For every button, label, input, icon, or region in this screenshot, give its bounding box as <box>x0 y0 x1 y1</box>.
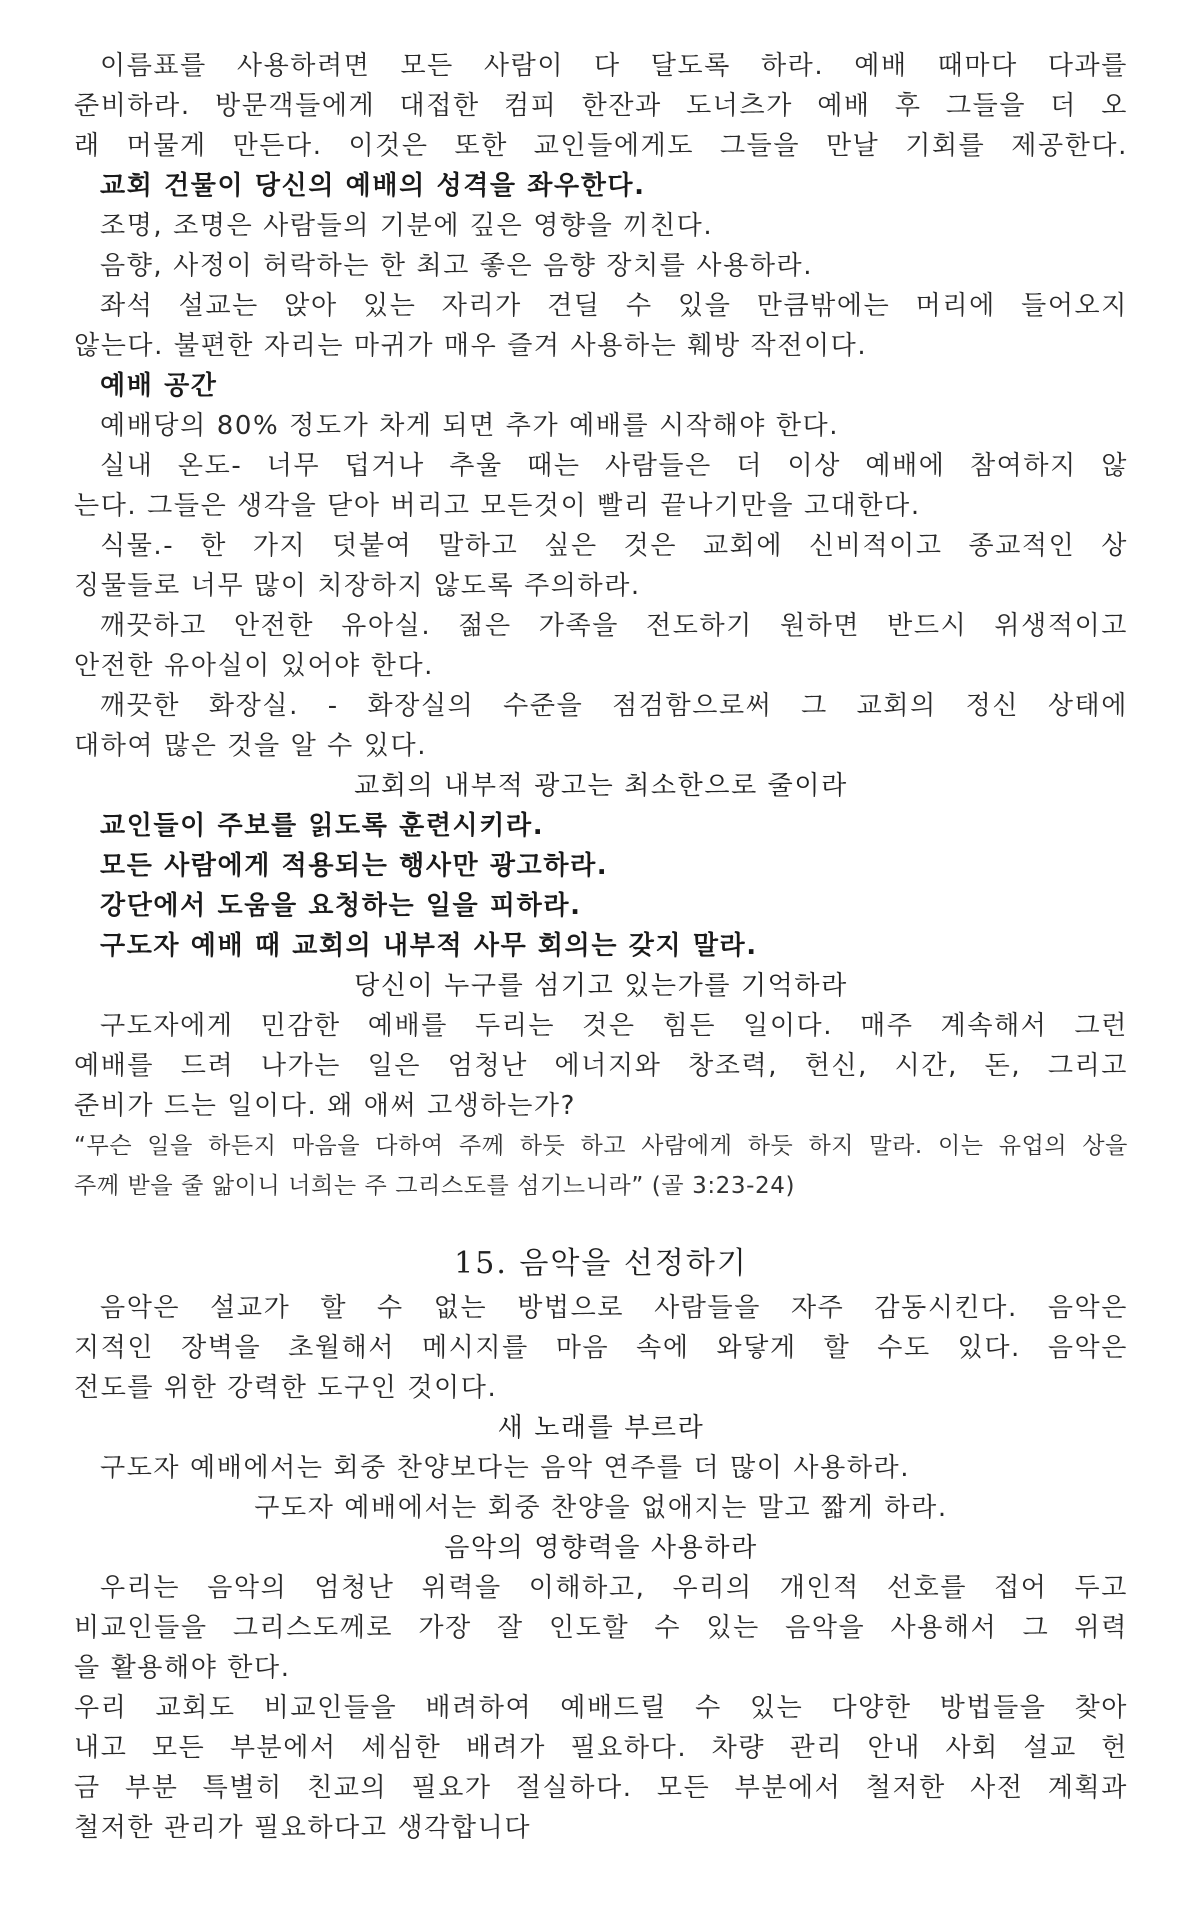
text-line: 식물.- 한 가지 덧붙여 말하고 싶은 것은 교회에 신비적이고 종교적인 상 <box>100 531 1128 561</box>
text-line: 조명, 조명은 사람들의 기분에 깊은 영향을 끼친다. <box>100 211 714 241</box>
text-line: 내고 모든 부분에서 세심한 배려가 필요하다. 차량 관리 안내 사회 설교 헌 <box>74 1733 1128 1763</box>
text-line: 전도를 위한 강력한 도구인 것이다. <box>74 1373 498 1403</box>
text-line: 음악은 설교가 할 수 없는 방법으로 사람들을 자주 감동시킨다. 음악은 <box>100 1293 1128 1323</box>
subheading: 교회의 내부적 광고는 최소한으로 줄이라 <box>354 771 848 801</box>
text-line: 모든 사람에게 적용되는 행사만 광고하라. <box>100 851 609 881</box>
text-line: 지적인 장벽을 초월해서 메시지를 마음 속에 와닿게 할 수도 있다. 음악은 <box>74 1333 1128 1363</box>
subheading: 새 노래를 부르라 <box>497 1413 705 1443</box>
subheading: 음악의 영향력을 사용하라 <box>444 1533 758 1563</box>
text-line: 않는다. 불편한 자리는 마귀가 매우 즐겨 사용하는 훼방 작전이다. <box>74 331 868 361</box>
text-line: 구도자 예배에서는 회중 찬양보다는 음악 연주를 더 많이 사용하라. <box>100 1453 911 1483</box>
text-line: 교인들이 주보를 읽도록 훈련시키라. <box>100 811 545 841</box>
text-line: 예배당의 80% 정도가 차게 되면 추가 예배를 시작해야 한다. <box>100 411 840 441</box>
bible-quote-line: “무슨 일을 하든지 마음을 다하여 주께 하듯 하고 사람에게 하듯 하지 말라. 이는 유업의 상을 <box>74 1133 1128 1159</box>
text-line: 음향, 사정이 허락하는 한 최고 좋은 음향 장치를 사용하라. <box>100 251 814 281</box>
text-line: 준비가 드는 일이다. 왜 애써 고생하는가? <box>74 1091 577 1121</box>
subheading: 당신이 누구를 섬기고 있는가를 기억하라 <box>354 971 848 1001</box>
text-line: 깨끗한 화장실. - 화장실의 수준을 점검함으로써 그 교회의 정신 상태에 <box>100 691 1128 721</box>
text-line: 징물들로 너무 많이 치장하지 않도록 주의하라. <box>74 571 641 601</box>
text-line: 교회 건물이 당신의 예배의 성격을 좌우한다. <box>100 171 646 201</box>
text-line: 는다. 그들은 생각을 닫아 버리고 모든것이 빨리 끝나기만을 고대한다. <box>74 491 921 521</box>
text-line: 좌석 설교는 앉아 있는 자리가 견딜 수 있을 만큼밖에는 머리에 들어오지 <box>100 291 1128 321</box>
bible-quote-line: 주께 받을 줄 앎이니 너희는 주 그리스도를 섬기느니라” (골 3:23-24) <box>74 1173 796 1199</box>
text-line: 래 머물게 만든다. 이것은 또한 교인들에게도 그들을 만날 기회를 제공한다. <box>74 131 1128 161</box>
text-line: 철저한 관리가 필요하다고 생각합니다 <box>74 1813 532 1843</box>
text-line: 우리는 음악의 엄청난 위력을 이해하고, 우리의 개인적 선호를 접어 두고 <box>100 1573 1128 1603</box>
text-line: 구도자 예배에서는 회중 찬양을 없애지는 말고 짧게 하라. <box>254 1493 948 1523</box>
section-heading: 15. 음악을 선정하기 <box>454 1246 748 1281</box>
text-line: 이름표를 사용하려면 모든 사람이 다 달도록 하라. 예배 때마다 다과를 <box>100 51 1128 81</box>
text-line: 예배 공간 <box>100 371 218 401</box>
text-line: 깨끗하고 안전한 유아실. 젊은 가족을 전도하기 원하면 반드시 위생적이고 <box>100 611 1128 641</box>
text-line: 구도자에게 민감한 예배를 두리는 것은 힘든 일이다. 매주 계속해서 그런 <box>100 1011 1128 1041</box>
text-line: 강단에서 도움을 요청하는 일을 피하라. <box>100 891 582 921</box>
text-line: 실내 온도- 너무 덥거나 추울 때는 사람들은 더 이상 예배에 참여하지 않 <box>100 451 1128 481</box>
text-line: 예배를 드려 나가는 일은 엄청난 에너지와 창조력, 헌신, 시간, 돈, 그리고 <box>74 1051 1128 1081</box>
text-line: 을 활용해야 한다. <box>74 1653 291 1683</box>
text-line: 금 부분 특별히 친교의 필요가 절실하다. 모든 부분에서 철저한 사전 계획과 <box>74 1773 1128 1803</box>
text-line: 우리 교회도 비교인들을 배려하여 예배드릴 수 있는 다양한 방법들을 찾아 <box>74 1693 1128 1723</box>
text-line: 대하여 많은 것을 알 수 있다. <box>74 731 428 761</box>
text-line: 비교인들을 그리스도께로 가장 잘 인도할 수 있는 음악을 사용해서 그 위력 <box>74 1613 1128 1643</box>
text-line: 구도자 예배 때 교회의 내부적 사무 회의는 갖지 말라. <box>100 931 758 961</box>
text-line: 준비하라. 방문객들에게 대접한 컴피 한잔과 도너츠가 예배 후 그들을 더 오 <box>74 91 1128 121</box>
text-line: 안전한 유아실이 있어야 한다. <box>74 651 435 681</box>
